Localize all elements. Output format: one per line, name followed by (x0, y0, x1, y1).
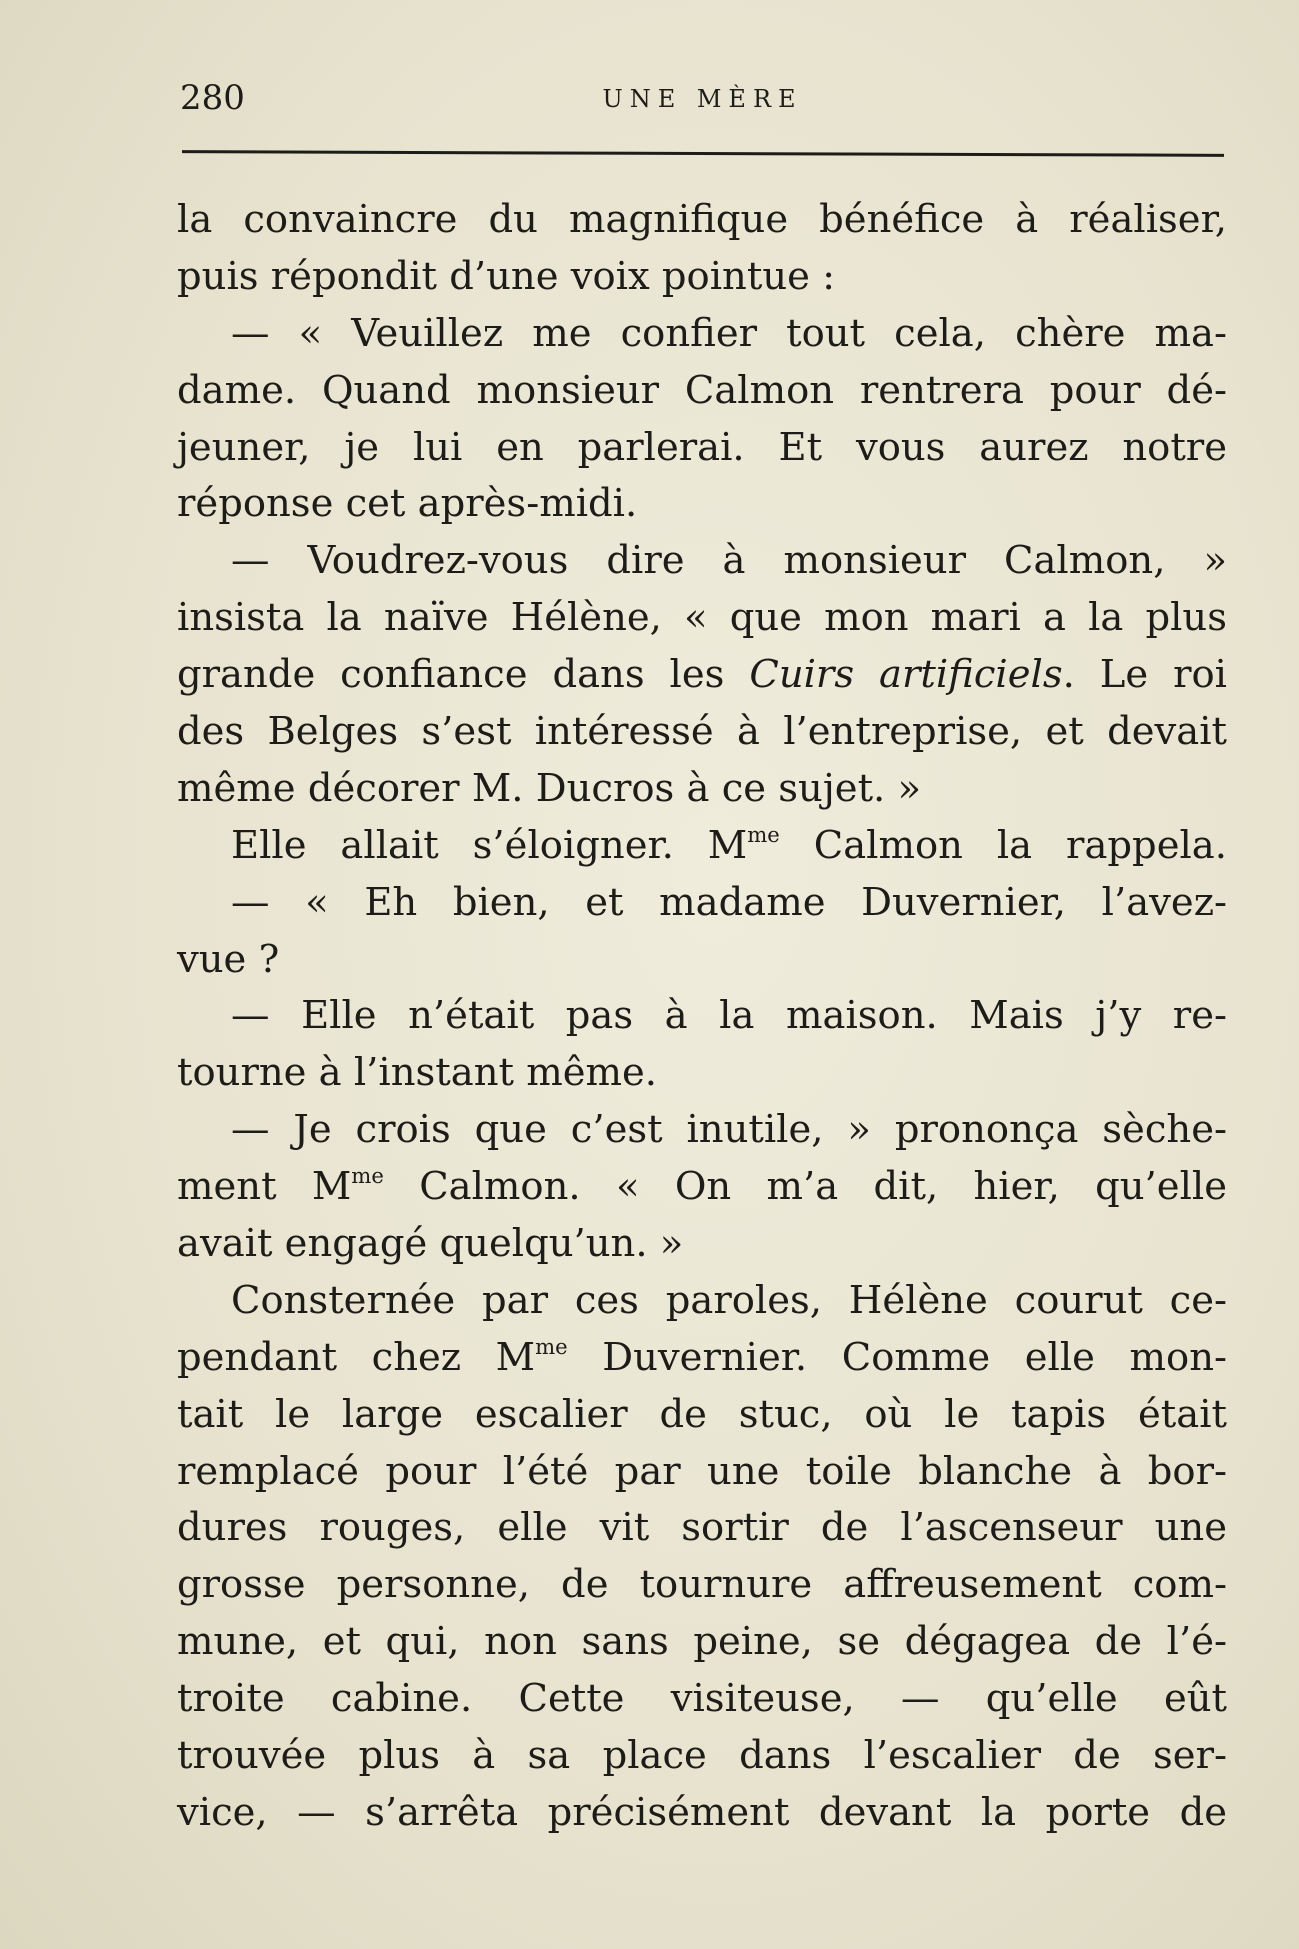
text-line: — « Veuillez me confier tout cela, chère ma- (231, 310, 1227, 356)
text-line: vice, — s’arrêta précisément devant la porte de (177, 1789, 1227, 1835)
text-line: — « Eh bien, et madame Duvernier, l’avez- (231, 879, 1227, 925)
text-line: avait engagé quelqu’un. » (177, 1221, 684, 1267)
text-line: grosse personne, de tournure affreusement com- (177, 1562, 1227, 1608)
text-line: Elle allait s’éloigner. $M^{me}$ Calmon la rappela. (231, 821, 1227, 868)
text-line: tait le large escalier de stuc, où le tapis était (177, 1391, 1227, 1437)
text-line: vue ? (177, 936, 280, 982)
body-text (177, 192, 1227, 1842)
text-line: — Voudrez-vous dire à monsieur Calmon, » (231, 538, 1227, 584)
text-line: tourne à l’instant même. (177, 1050, 658, 1096)
superscript: me (747, 821, 780, 847)
page-number: 280 (180, 78, 245, 118)
text-line: ment $M^{me}$ Calmon. « On m’a dit, hier, qu’elle (177, 1163, 1227, 1210)
text-line: trouvée plus à sa place dans l’escalier de ser- (177, 1733, 1227, 1779)
text-line: dures rouges, elle vit sortir de l’ascenseur une (177, 1505, 1227, 1551)
text-line: insista la naïve Hélène, « que mon mari a la plus (177, 595, 1227, 641)
text-line: la convaincre du magnifique bénéfice à réaliser, (177, 197, 1227, 242)
text-line: — Elle n’était pas à la maison. Mais j’y re- (231, 993, 1227, 1039)
running-head (180, 78, 1225, 118)
text-line: réponse cet après-midi. (177, 481, 638, 527)
running-title: UNE MÈRE (602, 85, 803, 113)
italic-title: Cuirs artificiels (749, 652, 1063, 698)
text-line: Consternée par ces paroles, Hélène courut ce- (231, 1277, 1227, 1323)
header-rule (182, 150, 1224, 157)
text-line: mune, et qui, non sans peine, se dégagea de l’é- (177, 1619, 1227, 1665)
text-line: grande confiance dans les Cuirs artificiels. Le roi (177, 652, 1227, 698)
text-line: remplacé pour l’été par une toile blanche à bor- (177, 1448, 1227, 1494)
text-line: même décorer M. Ducros à ce sujet. » (177, 765, 922, 811)
text-line: des Belges s’est intéressé à l’entreprise, et devait (177, 709, 1227, 755)
superscript: me (535, 1333, 568, 1359)
text-line: dame. Quand monsieur Calmon rentrera pour dé- (177, 367, 1227, 413)
text-line: — Je crois que c’est inutile, » prononça sèche- (231, 1107, 1227, 1153)
text-line: jeuner, je lui en parlerai. Et vous aurez notre (177, 424, 1227, 470)
superscript: me (351, 1163, 384, 1189)
text-line: troite cabine. Cette visiteuse, — qu’elle eût (177, 1676, 1227, 1722)
text-line: puis répondit d’une voix pointue : (177, 253, 836, 299)
text-line: pendant chez $M^{me}$ Duvernier. Comme elle mon- (177, 1333, 1228, 1380)
